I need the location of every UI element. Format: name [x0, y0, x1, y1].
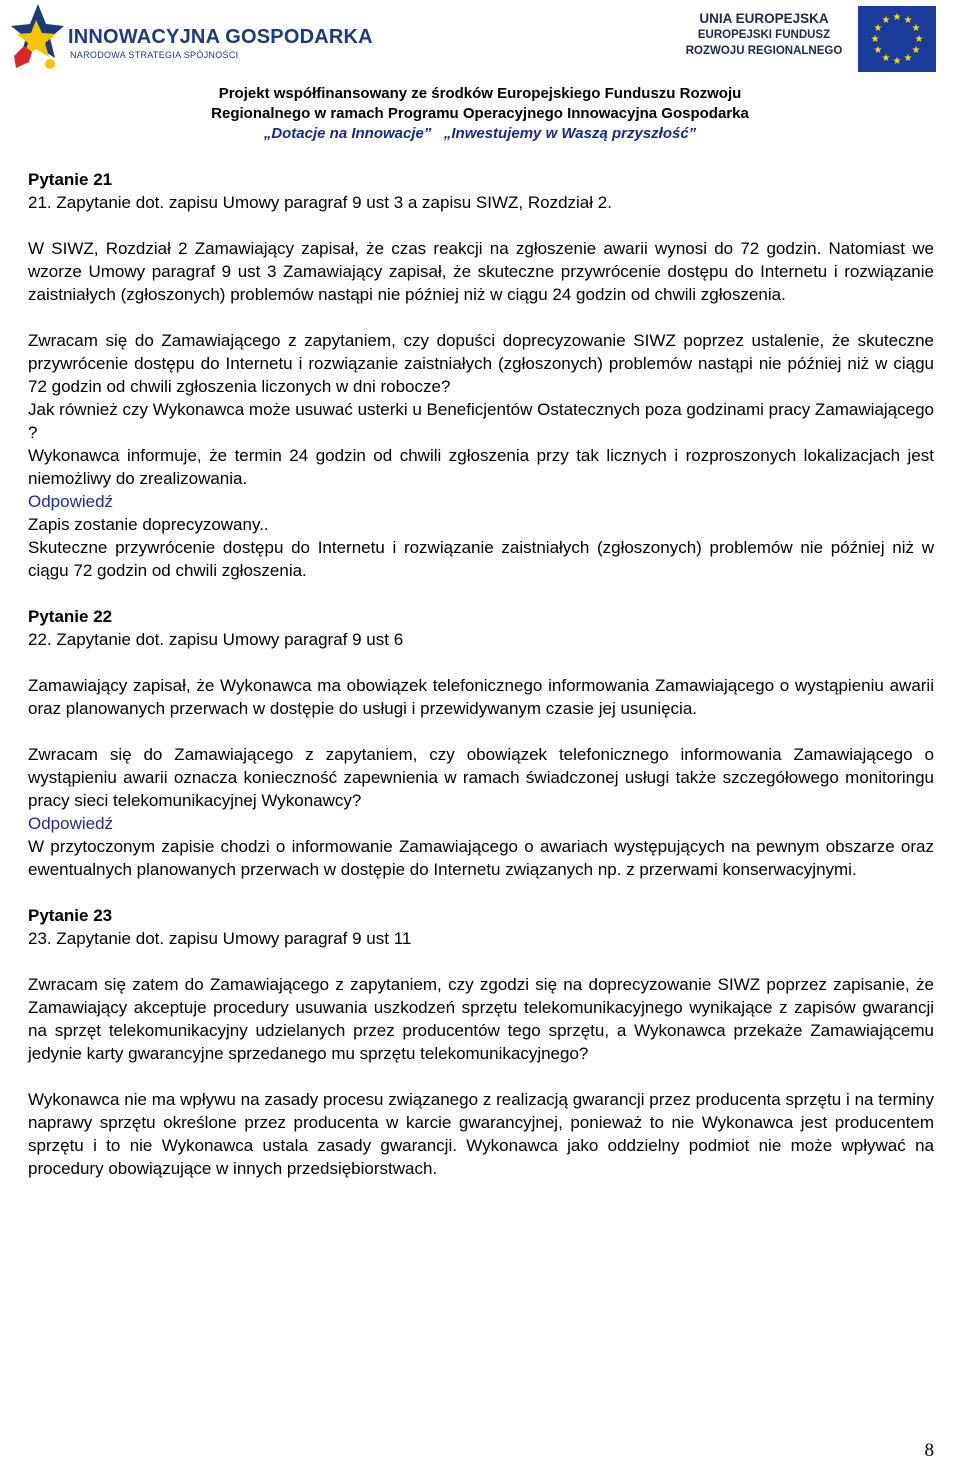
svg-text:★: ★: [881, 53, 891, 64]
question-title: Pytanie 21: [28, 170, 113, 189]
question-paragraph: W SIWZ, Rozdział 2 Zamawiający zapisał, że czas reakcji na zgłoszenie awarii wynosi do 72 godzin. Natomiast we wzorze Umowy paragraf 9 ust 3 Zamawiający zapisał, że skuteczne przywrócenie dostępu do Internetu i rozwiązanie zaistniałych (zgłoszonych) problemów nastąpi nie później niż w ciągu 24 godzin od chwili zgłoszenia.: [28, 239, 934, 304]
question-paragraph: Jak również czy Wykonawca może usuwać usterki u Beneficjentów Ostatecznych poza godzinami pracy Zamawiającego ?: [28, 400, 934, 442]
svg-text:★: ★: [870, 34, 880, 45]
logo-subtitle: NARODOWA STRATEGIA SPÓJNOŚCI: [70, 50, 239, 60]
question-paragraph: Zamawiający zapisał, że Wykonawca ma obowiązek telefonicznego informowania Zamawiającego o wystąpieniu awarii oraz planowanych przerwach w dostępie do usługi i przewidywanym czasie jej usunięcia.: [28, 676, 934, 718]
question-21: [28, 168, 934, 582]
answer-label: Odpowiedź: [28, 492, 114, 511]
project-line2: Regionalnego w ramach Programu Operacyjnego Innowacyjna Gospodarka: [211, 105, 749, 122]
question-paragraph: Zwracam się do Zamawiającego z zapytaniem, czy obowiązek telefonicznego informowania Zamawiającego o wystąpieniu awarii oznacza konieczność zapewnienia w ramach świadczonej usługi także szczegółowego monitoringu pracy sieci telekomunikacyjnej Wykonawcy?: [28, 745, 934, 810]
answer-paragraph: Skuteczne przywrócenie dostępu do Internetu i rozwiązanie zaistniałych (zgłoszonych) problemów nie później niż w ciągu 72 godzin od chwili zgłoszenia.: [28, 538, 934, 580]
svg-text:★: ★: [911, 23, 921, 34]
question-subject: 21. Zapytanie dot. zapisu Umowy paragraf 9 ust 3 a zapisu SIWZ, Rozdział 2.: [28, 193, 612, 212]
answer-label: Odpowiedź: [28, 814, 114, 833]
svg-text:★: ★: [911, 45, 921, 56]
answer-paragraph: Zapis zostanie doprecyzowany..: [28, 515, 269, 534]
logo-title: INNOWACYJNA GOSPODARKA: [68, 26, 373, 48]
question-paragraph: Wykonawca nie ma wpływu na zasady procesu związanego z realizacją gwarancji przez producenta sprzętu i na terminy naprawy sprzętu określone przez producenta w karcie gwarancyjnej, ponieważ to nie Wykonawca jest producentem sprzętu i to nie Wykonawca ustala zasady gwarancji. Wykonawca jako oddzielny podmiot nie może wpływać na procedury obowiązujące w innych przedsiębiorstwach.: [28, 1090, 934, 1178]
question-paragraph: Zwracam się zatem do Zamawiającego z zapytaniem, czy zgodzi się na doprecyzowanie SIWZ poprzez zapisanie, że Zamawiający akceptuje procedury usuwania uszkodzeń sprzętu telekomunikacyjnego wynikające z zapisów gwarancji na sprzęt telekomunikacyjny udzielanych przez producentów tego sprzętu, a Wykonawca przekaże Zamawiającemu jedynie karty gwarancyjne sprzedanego mu sprzętu telekomunikacyjnego?: [28, 975, 934, 1063]
question-title: Pytanie 23: [28, 906, 113, 925]
star-emblem-icon: [6, 2, 66, 76]
question-subject: 23. Zapytanie dot. zapisu Umowy paragraf 9 ust 11: [28, 929, 412, 948]
answer-paragraph: W przytoczonym zapisie chodzi o informowanie Zamawiającego o awariach występujących na pewnym obszarze oraz ewentualnych planowanych przerwach w dostępie do Internetu związanych np. z przerwami konserwacyjnymi.: [28, 837, 934, 879]
svg-text:★: ★: [881, 15, 891, 26]
eu-logo-line2: EUROPEJSKI FUNDUSZ: [697, 29, 831, 41]
svg-text:★: ★: [873, 23, 883, 34]
svg-text:★: ★: [873, 45, 883, 56]
document-body: [28, 168, 934, 1180]
svg-text:★: ★: [903, 53, 913, 64]
eu-logo-line1: UNIA EUROPEJSKA: [699, 11, 829, 26]
svg-text:★: ★: [914, 34, 924, 45]
project-info: [0, 84, 960, 144]
slogan-2: „Inwestujemy w Waszą przyszłość”: [443, 125, 697, 142]
question-title: Pytanie 22: [28, 607, 113, 626]
question-paragraph: Wykonawca informuje, że termin 24 godzin od chwili zgłoszenia przy tak licznych i rozproszonych lokalizacjach jest niemożliwy do zrealizowania.: [28, 446, 934, 488]
eu-logo-line3: ROZWOJU REGIONALNEGO: [685, 45, 843, 57]
question-23: [28, 904, 934, 1180]
eu-logo-text: [680, 10, 848, 59]
project-slogans: [0, 124, 960, 144]
eu-flag-icon: [858, 6, 936, 72]
svg-text:★: ★: [903, 15, 913, 26]
eu-logo: [680, 6, 955, 78]
svg-text:★: ★: [892, 56, 902, 67]
question-subject: 22. Zapytanie dot. zapisu Umowy paragraf 9 ust 6: [28, 630, 404, 649]
page-header: [0, 0, 960, 145]
project-line1: Projekt współfinansowany ze środków Europejskiego Funduszu Rozwoju: [218, 85, 742, 102]
innowacyjna-gospodarka-logo: [6, 2, 373, 80]
question-paragraph: Zwracam się do Zamawiającego z zapytaniem, czy dopuści doprecyzowanie SIWZ poprzez ustalenie, że skuteczne przywrócenie dostępu do Internetu i rozwiązanie zaistniałych (zgłoszonych) problemów nastąpi nie później niż w ciągu 72 godzin od chwili zgłoszenia liczonych w dni robocze?: [28, 331, 934, 396]
slogan-1: „Dotacje na Innowacje”: [263, 125, 432, 142]
svg-text:★: ★: [892, 12, 902, 23]
page-number: 8: [924, 1440, 934, 1461]
question-22: [28, 605, 934, 881]
